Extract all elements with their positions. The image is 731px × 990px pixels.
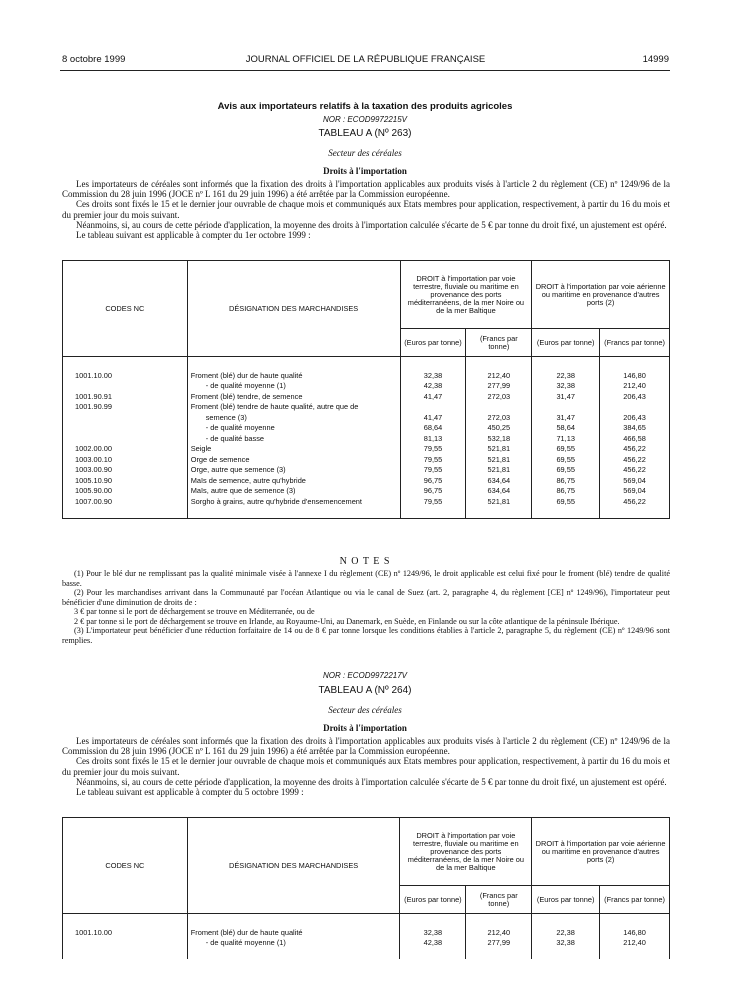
section-heading: Droits à l'importation: [323, 723, 407, 733]
codes-header: CODES NC: [63, 818, 188, 914]
designation: Maïs de semence, autre qu'hybride: [190, 475, 306, 485]
nc-code-cell: [63, 476, 188, 487]
duty-value: 277,99: [466, 938, 532, 949]
duty-value: 532,18: [466, 434, 532, 445]
duty-value: 569,04: [600, 486, 670, 497]
duty-value: 212,40: [600, 938, 670, 949]
designation-cell: [187, 444, 400, 455]
duty-value: 41,47: [400, 392, 466, 403]
unit-header: (Francs par tonne): [600, 329, 670, 357]
nc-code: 1001.90.91: [75, 391, 112, 401]
nc-code: 1001.10.00: [75, 370, 112, 380]
designation: Froment (blé) dur de haute qualité: [190, 370, 303, 380]
duty-value: 206,43: [600, 413, 670, 424]
section-heading: Droits à l'importation: [323, 166, 407, 176]
duty-value: 32,38: [532, 381, 600, 392]
sector-label: Secteur des céréales: [328, 705, 402, 715]
table-row: [63, 371, 670, 382]
nc-code-cell: [63, 371, 188, 382]
droit-header: DROIT à l'importation par voie terrestre, fluviale ou maritime en provenance des ports méditerranéens, de la mer Noire ou de la mer Baltique: [400, 818, 532, 886]
nc-code-cell: [63, 455, 188, 466]
table-title: TABLEAU A (Nº 264): [318, 685, 412, 696]
duty-value: 32,38: [400, 371, 466, 382]
intro-text: [62, 736, 670, 797]
duty-value: [400, 402, 466, 413]
table-body: [63, 357, 670, 519]
designation: Froment (blé) dur de haute qualité: [190, 927, 303, 937]
running-header: [0, 54, 731, 68]
duty-value: 569,04: [600, 476, 670, 487]
designation-header: DÉSIGNATION DES MARCHANDISES: [187, 818, 400, 914]
table-row: [63, 486, 670, 497]
unit-header: (Euros par tonne): [400, 329, 466, 357]
duty-value: 86,75: [532, 486, 600, 497]
sector-label: Secteur des céréales: [328, 148, 402, 158]
duty-value: 69,55: [532, 465, 600, 476]
unit-header: (Francs par tonne): [466, 329, 532, 357]
nc-code: 1005.10.90: [75, 475, 112, 485]
designation-cell: [187, 402, 400, 413]
designation: Orge, autre que semence (3): [190, 465, 286, 474]
unit-header: (Francs par tonne): [466, 886, 532, 914]
designation: Sorgho à grains, autre qu'hybride d'ensemencement: [190, 496, 362, 506]
unit-header: (Euros par tonne): [532, 329, 600, 357]
duty-value: 69,55: [532, 497, 600, 508]
nc-code: 1001.90.99: [75, 402, 112, 411]
table-spacer: [63, 507, 670, 518]
intro-paragraph: Les importateurs de céréales sont informés que la fixation des droits à l'importation applicables aux produits visés à l'article 2 du règlement (CE) nº 1249/96 de la Commission du 28 juin 1996 (JOCE nº L 161 du 29 juin 1996) a été arrêtée par la Commission européenne.: [62, 736, 670, 757]
duty-value: 146,80: [600, 371, 670, 382]
designation: Orge de semence: [190, 454, 250, 464]
duty-value: 79,55: [400, 465, 466, 476]
duty-value: 71,13: [532, 434, 600, 445]
duty-value: 272,03: [466, 392, 532, 403]
unit-header: (Francs par tonne): [600, 886, 670, 914]
designation: Maïs, autre que de semence (3): [190, 486, 296, 495]
designation-cell: [187, 434, 400, 445]
duty-value: 212,40: [466, 928, 532, 939]
duty-value: 146,80: [600, 928, 670, 939]
droit-header: DROIT à l'importation par voie aérienne ou maritime en provenance d'autres ports (2): [532, 261, 670, 329]
table-row: [63, 476, 670, 487]
designation: Froment (blé) tendre, de semence: [190, 391, 303, 401]
duty-value: 79,55: [400, 497, 466, 508]
duty-value: 79,55: [400, 455, 466, 466]
duty-value: 32,38: [400, 928, 466, 939]
note-item: (2) Pour les marchandises arrivant dans la Communauté par l'océan Atlantique ou via le canal de Suez (art. 2, paragraphe 4, du règlement [CE] nº 1249/96), l'importateur peut bénéficier d'une diminution de droits de :: [62, 588, 670, 607]
duty-value: 22,38: [532, 928, 600, 939]
table-row: [63, 444, 670, 455]
table-title: TABLEAU A (Nº 263): [318, 128, 412, 139]
notes-block: [62, 569, 670, 645]
duty-value: 86,75: [532, 476, 600, 487]
intro-text: [62, 179, 670, 240]
duty-value: 42,38: [400, 381, 466, 392]
note-item: 3 € par tonne si le port de déchargement se trouve en Méditerranée, ou de: [74, 607, 315, 616]
intro-paragraph: Ces droits sont fixés le 15 et le dernier jour ouvrable de chaque mois et communiqués aux Etats membres pour application, respectivement, à partir du 16 du mois et du premier jour du mois suivant.: [62, 756, 670, 777]
intro-paragraph: Le tableau suivant est applicable à compter du 1er octobre 1999 :: [76, 230, 311, 241]
note-item: 2 € par tonne si le port de déchargement se trouve en Irlande, au Royaume-Uni, au Danemark, en Suède, en Finlande ou sur la côte atlantique de la péninsule Ibérique.: [74, 616, 620, 626]
designation-cell: [187, 465, 400, 476]
notes-title: N O T E S: [339, 556, 391, 567]
table-row: [63, 392, 670, 403]
table-row: [63, 497, 670, 508]
nc-code: 1003.00.90: [75, 465, 112, 474]
page-number: 14999: [642, 54, 669, 65]
designation-cell: [187, 486, 400, 497]
duty-value: [532, 402, 600, 413]
nc-code: 1003.00.10: [75, 454, 112, 464]
duty-value: 81,13: [400, 434, 466, 445]
intro-paragraph: Néanmoins, si, au cours de cette période d'application, la moyenne des droits à l'importation calculée s'écarte de 5 € par tonne du droit fixé, un ajustement est opéré.: [76, 776, 667, 787]
nc-code-cell: [63, 497, 188, 508]
duty-value: [466, 402, 532, 413]
duty-value: [600, 402, 670, 413]
note-item: (3) L'importateur peut bénéficier d'une réduction forfaitaire de 14 ou de 8 € par tonne lorsque les conditions établies à l'article 2, paragraphe 5, du règlement (CE) nº 1249/96 sont remplies.: [62, 626, 670, 645]
duties-table: [62, 260, 670, 519]
duty-value: 96,75: [400, 486, 466, 497]
table-row: [63, 434, 670, 445]
designation: Froment (blé) tendre de haute qualité, autre que de: [190, 402, 359, 411]
designation-cell: [187, 938, 400, 949]
duty-value: 22,38: [532, 371, 600, 382]
nor-reference: NOR : ECOD9972217V: [322, 671, 408, 680]
table-row: [63, 465, 670, 476]
designation-cell: [187, 455, 400, 466]
designation-cell: [187, 497, 400, 508]
designation-header: DÉSIGNATION DES MARCHANDISES: [187, 261, 400, 357]
notice-title: Avis aux importateurs relatifs à la taxation des produits agricoles: [217, 101, 513, 112]
header-rule: [60, 70, 670, 71]
nc-code: 1007.00.90: [75, 496, 112, 506]
designation-cell: [187, 423, 400, 434]
designation: - de qualité moyenne (1): [205, 381, 286, 390]
nc-code-cell: [63, 392, 188, 403]
nc-code: 1001.10.00: [75, 927, 112, 937]
duty-value: 456,22: [600, 465, 670, 476]
duty-value: 31,47: [532, 392, 600, 403]
designation: - de qualité moyenne (1): [205, 938, 286, 947]
duty-value: 69,55: [532, 444, 600, 455]
nc-code-cell: [63, 402, 188, 413]
duty-value: 277,99: [466, 381, 532, 392]
duty-value: 206,43: [600, 392, 670, 403]
duty-value: 456,22: [600, 455, 670, 466]
table-body: [63, 914, 670, 960]
designation-cell: [187, 371, 400, 382]
issue-date: 8 octobre 1999: [62, 54, 126, 65]
droit-header: DROIT à l'importation par voie terrestre, fluviale ou maritime en provenance des ports méditerranéens, de la mer Noire ou de la mer Baltique: [400, 261, 532, 329]
duty-value: 456,22: [600, 444, 670, 455]
unit-header: (Euros par tonne): [532, 886, 600, 914]
duty-value: 32,38: [532, 938, 600, 949]
nc-code-cell: [63, 465, 188, 476]
duty-value: 96,75: [400, 476, 466, 487]
table-row: [63, 381, 670, 392]
designation: semence (3): [205, 412, 247, 422]
duty-value: 384,65: [600, 423, 670, 434]
table-row: [63, 423, 670, 434]
codes-header: CODES NC: [63, 261, 188, 357]
duty-value: 212,40: [600, 381, 670, 392]
nc-code: 1005.90.00: [75, 486, 112, 495]
designation-cell: [187, 928, 400, 939]
nc-code-cell: [63, 381, 188, 392]
unit-header: (Euros par tonne): [400, 886, 466, 914]
duty-value: 79,55: [400, 444, 466, 455]
table-spacer: [63, 949, 670, 960]
droit-header: DROIT à l'importation par voie aérienne ou maritime en provenance d'autres ports (2): [532, 818, 670, 886]
duty-value: 31,47: [532, 413, 600, 424]
designation: Seigle: [190, 444, 212, 453]
table-row: [63, 402, 670, 413]
duty-value: 521,81: [466, 497, 532, 508]
duty-value: 212,40: [466, 371, 532, 382]
journal-title: JOURNAL OFFICIEL DE LA RÉPUBLIQUE FRANÇAISE: [245, 54, 486, 65]
duty-value: 272,03: [466, 413, 532, 424]
designation-cell: [187, 413, 400, 424]
duty-value: 42,38: [400, 938, 466, 949]
nc-code-cell: [63, 434, 188, 445]
intro-paragraph: Le tableau suivant est applicable à compter du 5 octobre 1999 :: [76, 787, 304, 798]
table-row: [63, 413, 670, 424]
designation: - de qualité moyenne: [205, 423, 275, 432]
designation-cell: [187, 381, 400, 392]
designation: - de qualité basse: [205, 433, 265, 443]
duties-table: [62, 817, 670, 959]
table-row: [63, 928, 670, 939]
designation-cell: [187, 476, 400, 487]
duty-value: 521,81: [466, 455, 532, 466]
nc-code-cell: [63, 928, 188, 939]
nc-code-cell: [63, 413, 188, 424]
nc-code-cell: [63, 444, 188, 455]
nor-reference: NOR : ECOD9972215V: [322, 115, 408, 124]
intro-paragraph: Néanmoins, si, au cours de cette période d'application, la moyenne des droits à l'importation calculée s'écarte de 5 € par tonne du droit fixé, un ajustement est opéré.: [76, 219, 667, 230]
duty-value: 521,81: [466, 444, 532, 455]
duty-value: 456,22: [600, 497, 670, 508]
intro-paragraph: Ces droits sont fixés le 15 et le dernier jour ouvrable de chaque mois et communiqués aux Etats membres pour application, respectivement, à partir du 16 du mois et du premier jour du mois suivant.: [62, 199, 670, 220]
duty-value: 634,64: [466, 486, 532, 497]
duty-value: 634,64: [466, 476, 532, 487]
nc-code-cell: [63, 486, 188, 497]
duty-value: 466,58: [600, 434, 670, 445]
duty-value: 521,81: [466, 465, 532, 476]
nc-code: 1002.00.00: [75, 444, 112, 453]
designation-cell: [187, 392, 400, 403]
table-row: [63, 938, 670, 949]
duty-value: 69,55: [532, 455, 600, 466]
nc-code-cell: [63, 938, 188, 949]
intro-paragraph: Les importateurs de céréales sont informés que la fixation des droits à l'importation applicables aux produits visés à l'article 2 du règlement (CE) nº 1249/96 de la Commission du 28 juin 1996 (JOCE nº L 161 du 29 juin 1996) a été arrêtée par la Commission européenne.: [62, 179, 670, 200]
duty-value: 68,64: [400, 423, 466, 434]
note-item: (1) Pour le blé dur ne remplissant pas la qualité minimale visée à l'annexe I du règlement (CE) nº 1249/96, le droit applicable est celui fixé pour le froment (blé) tendre de qualité basse.: [62, 569, 670, 588]
nc-code-cell: [63, 423, 188, 434]
duty-value: 58,64: [532, 423, 600, 434]
table-row: [63, 455, 670, 466]
duty-value: 41,47: [400, 413, 466, 424]
duty-value: 450,25: [466, 423, 532, 434]
